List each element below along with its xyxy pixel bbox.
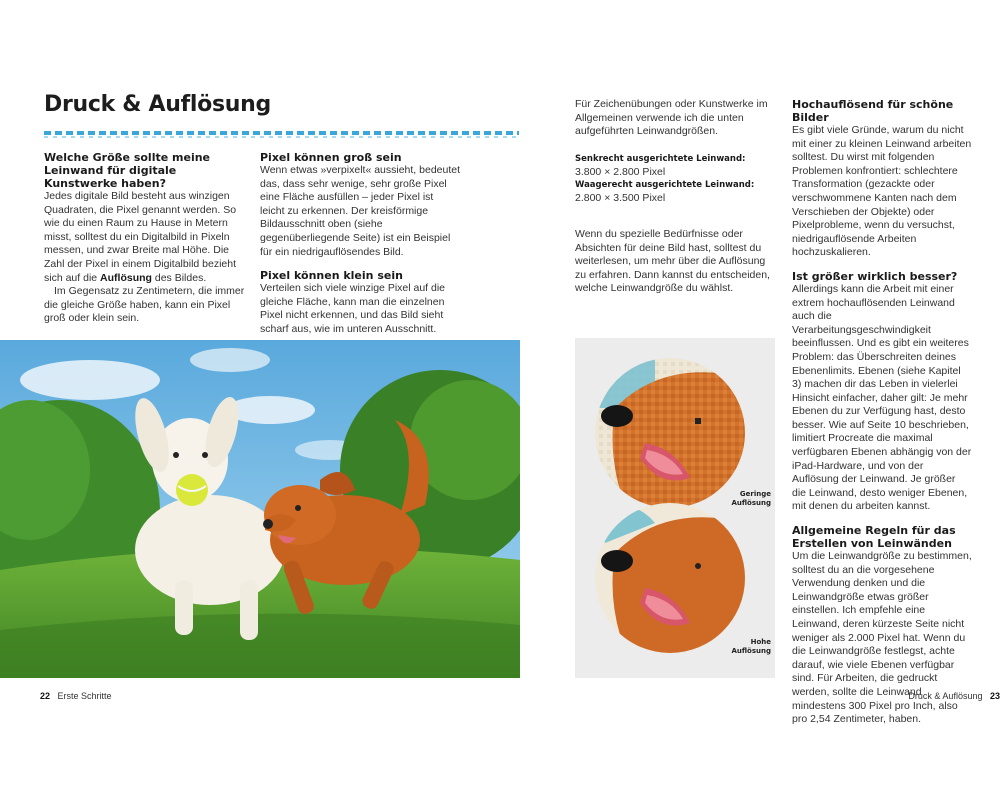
caption-high-resolution <box>695 638 771 656</box>
paragraph-general-rules: Um die Leinwandgröße zu bestimmen, solltest du an die vorgesehene Verwendung denken und die Leinwandgröße etwas größer einstellen. Ich empfehle eine Leinwand, deren kürzeste Seite nicht weniger als 2.000 Pixel hat. Wenn du die Leinwandgröße festlegst, achte darauf, wie viele Ebenen verfügbar sind. Für Arbeiten, die gedruckt werden, sollte die Leinwand mindestens 300 Pixel pro Inch, also pro 2,54 Zentimeter, haben. <box>792 550 972 726</box>
footer-section-right: Druck & Auflösung <box>908 691 983 701</box>
paragraph-special-needs: Wenn du spezielle Bedürfnisse oder Absichten für deine Bild hast, solltest du weiterlesen, um mehr über die Auflösung zu erfahren. Dann kannst du entscheiden, welche Leinwandgröße du wählst. <box>575 227 770 295</box>
page-number-left: 22 <box>40 691 51 701</box>
dogs-illustration-svg <box>0 340 520 678</box>
caption-low-line1: Geringe <box>739 490 771 498</box>
heading-bigger-better: Ist größer wirklich besser? <box>792 269 958 283</box>
paragraph-pixels-big: Wenn etwas »verpixelt« aussieht, bedeutet das, dass sehr wenige, sehr große Pixel eine Fläche ausfüllen – jeder Pixel ist leicht zu erkennen. Der kreisförmige Bildausschnitt oben (siehe gegenüberliegende Seite) ist ein Beispiel für ein niedrigauflösendes Bild. <box>260 164 461 258</box>
caption-high-line2: Auflösung <box>731 647 771 655</box>
heading-canvas-size: Welche Größe sollte meine Leinwand für digitale Kunstwerke haben? <box>44 151 211 190</box>
heading-high-resolution: Hochauflösend für schöne Bilder <box>792 98 954 124</box>
footer-left <box>40 691 112 701</box>
paragraph-bigger-better: Allerdings kann die Arbeit mit einer extrem hochauflösenden Leinwand auch die Verarbeitungsgeschwindigkeit beeinflussen. Und es gibt ein weiteres Problem: das Überschreiten deines Ebenenlimits. Ebenen (siehe Kapitel 3) machen dir das Leben in vielerlei Hinsicht einfacher, daher gilt: Je mehr Ebenen du zur Verfügung hast, desto besser. Wie auf Seite 10 beschrieben, limitiert Procreate die maximal verfügbaren Ebenen abhängig von der iPad-Hardware, und von der Auflösung der Leinwand. Je größer die Leinwand, desto weniger Ebenen, mit denen du arbeiten kannst. <box>792 282 972 513</box>
title-underline-dashes-light <box>44 136 519 138</box>
value-portrait-canvas: 3.800 × 2.800 Pixel <box>575 165 666 178</box>
resolution-comparison-panel <box>575 338 775 678</box>
column-3 <box>575 98 775 296</box>
label-landscape-canvas: Waagerecht ausgerichtete Leinwand: <box>575 180 755 191</box>
title-underline-dashes <box>44 131 519 135</box>
paragraph-pixels-small: Verteilen sich viele winzige Pixel auf die gleiche Fläche, kann man die einzelnen Pixel nicht erkennen, und das Bild sieht scharf aus, wie im unteren Ausschnitt. <box>260 282 446 335</box>
page-number-right: 23 <box>989 691 1000 701</box>
heading-pixels-small: Pixel können klein sein <box>260 269 403 283</box>
paragraph-pixels-intro <box>44 190 249 285</box>
paragraph-high-resolution: Es gibt viele Gründe, warum du nicht mit einer zu kleinen Leinwand arbeiten solltest. Du wirst mit folgenden Problemen konfrontiert: schlechtere Transformation (gezackte oder verschwommene Kanten nach dem Verschieben der Objekte) oder Pixelprobleme, wenn du versuchst, niedrigauflösende Arbeiten hochzuskalieren. <box>792 124 972 259</box>
page-title: Druck & Auflösung <box>44 92 271 117</box>
resolution-comparison-svg <box>575 338 775 678</box>
paragraph-canvas-sizes-intro: Für Zeichenübungen oder Kunstwerke im Allgemeinen verwende ich die unten aufgeführten Leinwandgrößen. <box>575 98 768 138</box>
label-portrait-canvas: Senkrecht ausgerichtete Leinwand: <box>575 153 746 164</box>
text-fragment: Jedes digitale Bild besteht aus winzigen Quadraten, die Pixel genannt werden. So wie du einen Raum zu Hause in Metern misst, solltest du ein Digitalbild in Pixeln messen, und zwar Breite mal Höhe. Die Zahl der Pixel in einem Digitalbild bezieht sich auf die <box>44 190 237 284</box>
value-landscape-canvas: 2.800 × 3.500 Pixel <box>575 192 666 205</box>
dogs-illustration <box>0 340 520 678</box>
heading-general-rules: Allgemeine Regeln für das Erstellen von Leinwänden <box>792 524 956 551</box>
caption-high-line1: Hohe <box>750 638 771 646</box>
column-4 <box>792 98 972 727</box>
column-1 <box>44 151 249 326</box>
paragraph-pixel-size: Im Gegensatz zu Zentimetern, die immer die gleiche Größe haben, kann ein Pixel groß oder klein sein. <box>44 285 245 325</box>
footer-section-left: Erste Schritte <box>57 691 112 701</box>
text-fragment: des Bildes. <box>151 271 207 284</box>
caption-low-resolution <box>695 490 771 508</box>
heading-pixels-big: Pixel können groß sein <box>260 151 402 164</box>
bold-term-resolution: Auflösung <box>100 271 152 284</box>
caption-low-line2: Auflösung <box>731 499 771 507</box>
column-2 <box>260 151 460 337</box>
footer-right <box>780 691 1000 701</box>
